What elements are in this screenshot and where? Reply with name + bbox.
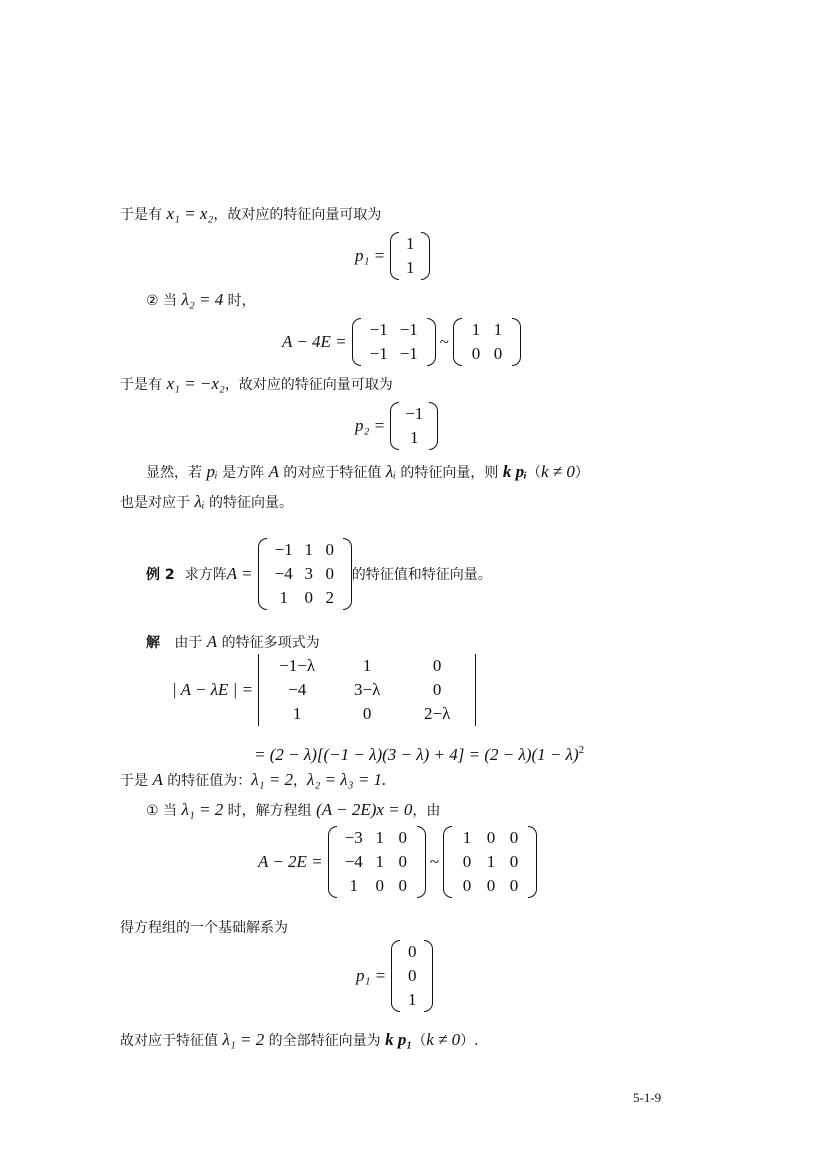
case-1-line: ① 当 λ₁ = 2 时，解方程组 (A − 2E)x = 0，由 [146,800,441,819]
solution-line: 解 由于 A 的特征多项式为 [146,632,320,651]
math-x1-x2: x₁ = x₂ [166,204,214,223]
vector-p2: p₂ = −1 1 [355,402,438,450]
line-x1-eq-neg-x2: 于是有 x₁ = −x₂，故对应的特征向量可取为 [120,374,393,393]
line-x1-eq-x2: 于是有 x₁ = x₂，故对应的特征向量可取为 [120,204,382,223]
final-line: 故对应于特征值 λ₁ = 2 的全部特征向量为 k p₁（k ≠ 0）. [120,1030,479,1049]
matrix-a-minus-4e: A − 4E = −1 −1 −1 −1 ~ 1 1 0 0 [282,318,521,366]
matrix-a-minus-2e: A − 2E = −3 1 0 −4 1 0 1 0 0 ~ 1 0 0 0 1 0 0 0 0 [258,826,537,898]
vector-p1: p₁ = 1 1 [355,232,430,280]
remark-line-1: 显然，若 pᵢ 是方阵 A 的对应于特征值 λᵢ 的特征向量，则 k pᵢ（k ≠ 0） [146,462,589,481]
vector-p1-basis: p₁ = 0 0 1 [356,940,433,1012]
remark-line-2: 也是对应于 λᵢ 的特征向量。 [120,492,293,511]
basis-line: 得方程组的一个基础解系为 [120,920,288,936]
case-2-line: ② 当 λ₂ = 4 时， [146,290,256,309]
determinant-expansion: = $(2 - \lambda)[(-1 - \lambda)(3 - \lambda) + 4] = (2 - \lambda)(1 - \lambda)^2$ [254,744,585,764]
example-2: 例 2 求方阵 A = −1 1 0 −4 3 0 1 0 2 的特征值和特征向量。 [146,538,492,610]
characteristic-determinant: | A − λE | = −1−λ 1 0 −4 3−λ 0 1 0 2−λ [172,654,476,726]
eigenvalues-line: 于是 A 的特征值为：λ₁ = 2，λ₂ = λ₃ = 1. [120,770,387,789]
page-number: 5-1-9 [633,1090,662,1105]
